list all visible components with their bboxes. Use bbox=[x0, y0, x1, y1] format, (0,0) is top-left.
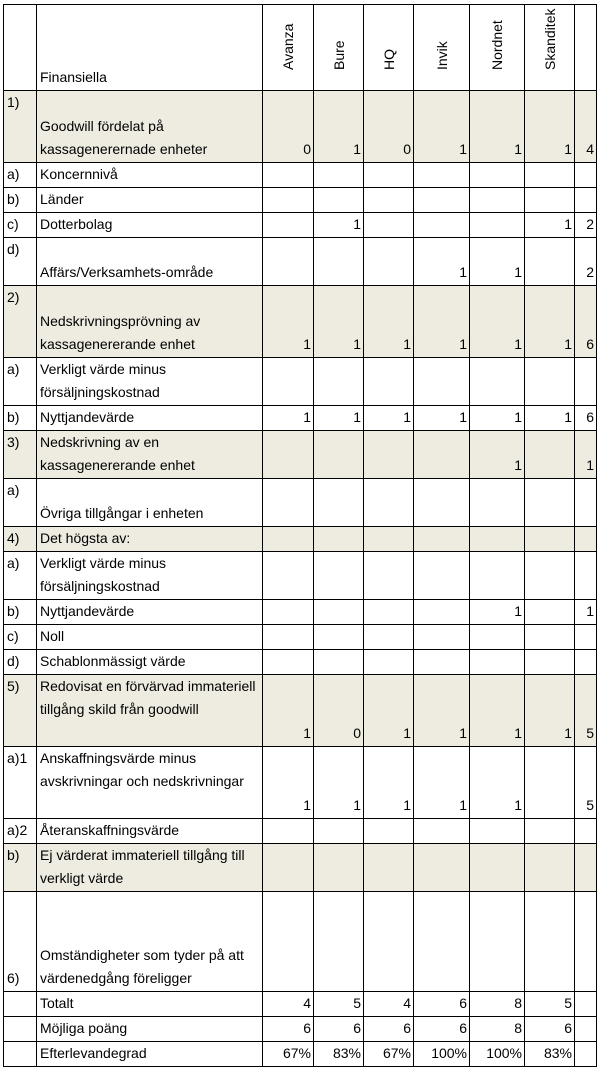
totals-value: 6 bbox=[314, 1017, 364, 1042]
row-sum bbox=[575, 188, 597, 213]
row-description: Ej värderat immateriell tillgång till verkligt värde bbox=[37, 844, 263, 892]
score-cell bbox=[364, 844, 414, 892]
score-cell bbox=[364, 625, 414, 650]
row-sum: 5 bbox=[575, 675, 597, 747]
row-description: Det högsta av: bbox=[37, 527, 263, 552]
score-cell: 1 bbox=[314, 91, 364, 163]
row-id: 4) bbox=[4, 527, 37, 552]
row-id: b) bbox=[4, 188, 37, 213]
score-cell bbox=[364, 892, 414, 992]
table-row bbox=[4, 552, 597, 600]
row-sum: 2 bbox=[575, 238, 597, 286]
score-cell bbox=[470, 650, 525, 675]
table-row bbox=[4, 479, 597, 527]
row-description: Dotterbolag bbox=[37, 213, 263, 238]
row-id: a) bbox=[4, 552, 37, 600]
score-cell bbox=[414, 819, 470, 844]
score-cell bbox=[314, 238, 364, 286]
score-cell bbox=[364, 552, 414, 600]
row-id: a) bbox=[4, 358, 37, 406]
row-sum bbox=[575, 552, 597, 600]
row-description: Återanskaffningsvärde bbox=[37, 819, 263, 844]
company-header: Skanditek bbox=[525, 5, 575, 91]
row-id: b) bbox=[4, 844, 37, 892]
score-cell: 1 bbox=[314, 406, 364, 431]
row-sum: 2 bbox=[575, 213, 597, 238]
totals-value: 5 bbox=[525, 992, 575, 1017]
totals-value: 6 bbox=[414, 1017, 470, 1042]
row-sum bbox=[575, 650, 597, 675]
row-sum bbox=[575, 527, 597, 552]
totals-row bbox=[4, 992, 597, 1017]
score-cell: 1 bbox=[525, 213, 575, 238]
score-cell bbox=[525, 479, 575, 527]
row-id: c) bbox=[4, 213, 37, 238]
row-description: Schablonmässigt värde bbox=[37, 650, 263, 675]
totals-value: 83% bbox=[314, 1042, 364, 1067]
score-cell bbox=[414, 600, 470, 625]
score-cell: 1 bbox=[263, 675, 314, 747]
table-row bbox=[4, 650, 597, 675]
score-cell: 1 bbox=[364, 406, 414, 431]
score-cell bbox=[470, 527, 525, 552]
row-sum bbox=[575, 844, 597, 892]
table-row bbox=[4, 213, 597, 238]
score-cell bbox=[263, 213, 314, 238]
row-id: c) bbox=[4, 625, 37, 650]
score-cell bbox=[470, 213, 525, 238]
sum-header bbox=[575, 5, 597, 91]
score-cell: 1 bbox=[470, 431, 525, 479]
company-header: Bure bbox=[314, 5, 364, 91]
totals-value: 4 bbox=[364, 992, 414, 1017]
score-cell bbox=[414, 650, 470, 675]
score-cell bbox=[314, 600, 364, 625]
score-cell: 1 bbox=[263, 286, 314, 358]
score-cell bbox=[414, 625, 470, 650]
score-cell bbox=[414, 213, 470, 238]
score-cell bbox=[263, 188, 314, 213]
score-cell bbox=[263, 238, 314, 286]
score-cell: 1 bbox=[414, 91, 470, 163]
row-id: d) bbox=[4, 238, 37, 286]
score-cell bbox=[314, 892, 364, 992]
score-cell: 1 bbox=[414, 675, 470, 747]
score-cell: 1 bbox=[470, 406, 525, 431]
score-cell bbox=[314, 527, 364, 552]
score-cell: 1 bbox=[364, 675, 414, 747]
row-sum bbox=[575, 358, 597, 406]
score-cell bbox=[263, 527, 314, 552]
company-header: Avanza bbox=[263, 5, 314, 91]
score-cell: 1 bbox=[470, 675, 525, 747]
row-sum: 6 bbox=[575, 406, 597, 431]
table-row bbox=[4, 892, 597, 992]
score-cell bbox=[525, 892, 575, 992]
row-id: 6) bbox=[4, 892, 37, 992]
row-description: Nyttjandevärde bbox=[37, 406, 263, 431]
table-row bbox=[4, 600, 597, 625]
score-cell: 1 bbox=[470, 747, 525, 819]
row-id: a)2 bbox=[4, 819, 37, 844]
score-cell bbox=[470, 552, 525, 600]
score-cell: 0 bbox=[314, 675, 364, 747]
score-cell bbox=[263, 819, 314, 844]
score-cell bbox=[314, 479, 364, 527]
totals-spacer bbox=[4, 1017, 37, 1042]
score-cell: 1 bbox=[470, 286, 525, 358]
score-cell: 1 bbox=[414, 406, 470, 431]
score-cell bbox=[414, 358, 470, 406]
score-cell: 1 bbox=[525, 91, 575, 163]
score-cell bbox=[364, 819, 414, 844]
score-cell bbox=[314, 431, 364, 479]
row-id: 2) bbox=[4, 286, 37, 358]
score-cell: 1 bbox=[470, 600, 525, 625]
row-id: b) bbox=[4, 406, 37, 431]
table-row bbox=[4, 527, 597, 552]
totals-value: 5 bbox=[314, 992, 364, 1017]
row-sum: 1 bbox=[575, 431, 597, 479]
table-row bbox=[4, 675, 597, 747]
table-row bbox=[4, 286, 597, 358]
totals-value: 83% bbox=[525, 1042, 575, 1067]
totals-value: 6 bbox=[364, 1017, 414, 1042]
row-description: Nyttjandevärde bbox=[37, 600, 263, 625]
table-row bbox=[4, 91, 597, 163]
score-cell: 1 bbox=[525, 675, 575, 747]
table-row bbox=[4, 188, 597, 213]
corner-cell bbox=[4, 5, 37, 91]
totals-spacer bbox=[4, 992, 37, 1017]
score-cell: 1 bbox=[414, 286, 470, 358]
score-cell bbox=[525, 625, 575, 650]
score-cell bbox=[263, 431, 314, 479]
score-cell bbox=[470, 819, 525, 844]
score-cell bbox=[364, 163, 414, 188]
row-id: 1) bbox=[4, 91, 37, 163]
score-cell bbox=[263, 650, 314, 675]
table-row bbox=[4, 358, 597, 406]
score-cell: 1 bbox=[470, 91, 525, 163]
score-cell bbox=[470, 625, 525, 650]
row-description: Övriga tillgångar i enheten bbox=[37, 479, 263, 527]
score-cell: 1 bbox=[414, 747, 470, 819]
totals-value: 6 bbox=[525, 1017, 575, 1042]
totals-row bbox=[4, 1042, 597, 1067]
score-cell: 0 bbox=[364, 91, 414, 163]
totals-label: Möjliga poäng bbox=[37, 1017, 263, 1042]
score-cell: 1 bbox=[364, 286, 414, 358]
score-cell bbox=[470, 479, 525, 527]
company-header: HQ bbox=[364, 5, 414, 91]
row-sum: 6 bbox=[575, 286, 597, 358]
row-description: Affärs/Verksamhets-område bbox=[37, 238, 263, 286]
table-row bbox=[4, 238, 597, 286]
table-row bbox=[4, 431, 597, 479]
score-cell bbox=[263, 625, 314, 650]
score-cell bbox=[414, 844, 470, 892]
score-cell bbox=[263, 163, 314, 188]
score-cell: 1 bbox=[314, 213, 364, 238]
score-cell bbox=[525, 527, 575, 552]
totals-value: 67% bbox=[263, 1042, 314, 1067]
score-cell bbox=[263, 358, 314, 406]
totals-label: Efterlevandegrad bbox=[37, 1042, 263, 1067]
score-cell: 1 bbox=[525, 286, 575, 358]
row-description: Nedskrivning av en kassagenererande enhet bbox=[37, 431, 263, 479]
score-cell bbox=[314, 650, 364, 675]
score-cell bbox=[364, 431, 414, 479]
row-description: Anskaffningsvärde minus avskrivningar och nedskrivningar bbox=[37, 747, 263, 819]
row-description: Länder bbox=[37, 188, 263, 213]
totals-value: 8 bbox=[470, 1017, 525, 1042]
totals-value: 67% bbox=[364, 1042, 414, 1067]
company-header: Nordnet bbox=[470, 5, 525, 91]
row-description: Verkligt värde minus försäljningskostnad bbox=[37, 358, 263, 406]
row-id: a)1 bbox=[4, 747, 37, 819]
score-cell bbox=[263, 552, 314, 600]
table-row bbox=[4, 747, 597, 819]
score-cell: 1 bbox=[414, 238, 470, 286]
totals-value: 100% bbox=[470, 1042, 525, 1067]
score-cell: 0 bbox=[263, 91, 314, 163]
score-cell bbox=[364, 213, 414, 238]
score-cell bbox=[414, 431, 470, 479]
row-description: Noll bbox=[37, 625, 263, 650]
score-cell: 1 bbox=[314, 747, 364, 819]
totals-value: 4 bbox=[263, 992, 314, 1017]
score-cell: 1 bbox=[263, 747, 314, 819]
table-row bbox=[4, 163, 597, 188]
score-cell bbox=[525, 188, 575, 213]
score-cell bbox=[364, 650, 414, 675]
row-id: d) bbox=[4, 650, 37, 675]
row-sum bbox=[575, 892, 597, 992]
score-cell bbox=[414, 188, 470, 213]
table-row bbox=[4, 625, 597, 650]
score-cell bbox=[364, 527, 414, 552]
score-cell bbox=[314, 844, 364, 892]
totals-row bbox=[4, 1017, 597, 1042]
header-row bbox=[4, 5, 597, 91]
score-cell bbox=[414, 552, 470, 600]
score-cell bbox=[364, 358, 414, 406]
score-cell bbox=[414, 527, 470, 552]
row-sum: 1 bbox=[575, 600, 597, 625]
score-cell bbox=[314, 188, 364, 213]
score-cell bbox=[263, 479, 314, 527]
row-sum bbox=[575, 819, 597, 844]
totals-sum-empty bbox=[575, 992, 597, 1017]
totals-label: Totalt bbox=[37, 992, 263, 1017]
score-cell: 1 bbox=[525, 406, 575, 431]
score-cell: 1 bbox=[470, 238, 525, 286]
column-title: Finansiella bbox=[37, 5, 263, 91]
score-cell bbox=[414, 479, 470, 527]
row-sum: 5 bbox=[575, 747, 597, 819]
row-description: Koncernnivå bbox=[37, 163, 263, 188]
row-description: Redovisat en förvärvad immateriell tillgång skild från goodwill bbox=[37, 675, 263, 747]
score-cell bbox=[525, 650, 575, 675]
score-cell bbox=[314, 552, 364, 600]
table-row bbox=[4, 406, 597, 431]
row-id: b) bbox=[4, 600, 37, 625]
score-cell bbox=[263, 844, 314, 892]
score-cell bbox=[525, 747, 575, 819]
score-cell bbox=[364, 479, 414, 527]
totals-sum-empty bbox=[575, 1042, 597, 1067]
row-description: Omständigheter som tyder på att värdenedgång föreligger bbox=[37, 892, 263, 992]
totals-value: 8 bbox=[470, 992, 525, 1017]
row-sum bbox=[575, 479, 597, 527]
score-cell bbox=[414, 163, 470, 188]
score-cell bbox=[470, 844, 525, 892]
score-cell bbox=[525, 163, 575, 188]
score-cell bbox=[364, 600, 414, 625]
score-cell bbox=[470, 163, 525, 188]
score-cell bbox=[470, 188, 525, 213]
row-sum: 4 bbox=[575, 91, 597, 163]
score-cell bbox=[525, 358, 575, 406]
score-cell bbox=[525, 238, 575, 286]
company-header: Invik bbox=[414, 5, 470, 91]
table-body bbox=[4, 5, 597, 1067]
score-cell bbox=[263, 892, 314, 992]
row-id: 5) bbox=[4, 675, 37, 747]
totals-spacer bbox=[4, 1042, 37, 1067]
score-cell bbox=[364, 238, 414, 286]
score-cell bbox=[314, 819, 364, 844]
totals-value: 6 bbox=[414, 992, 470, 1017]
score-cell: 1 bbox=[364, 747, 414, 819]
score-cell bbox=[414, 892, 470, 992]
score-cell bbox=[525, 819, 575, 844]
score-cell bbox=[364, 188, 414, 213]
row-sum bbox=[575, 625, 597, 650]
row-description: Goodwill fördelat på kassagenerernade enheter bbox=[37, 91, 263, 163]
score-cell: 1 bbox=[263, 406, 314, 431]
score-cell bbox=[525, 844, 575, 892]
totals-value: 100% bbox=[414, 1042, 470, 1067]
score-cell bbox=[525, 552, 575, 600]
score-cell bbox=[470, 358, 525, 406]
compliance-table bbox=[3, 4, 597, 1067]
score-cell bbox=[525, 431, 575, 479]
row-description: Nedskrivningsprövning av kassagenererande enhet bbox=[37, 286, 263, 358]
score-cell bbox=[314, 163, 364, 188]
score-cell bbox=[470, 892, 525, 992]
score-cell bbox=[525, 600, 575, 625]
score-cell bbox=[314, 625, 364, 650]
row-sum bbox=[575, 163, 597, 188]
row-id: a) bbox=[4, 479, 37, 527]
row-id: 3) bbox=[4, 431, 37, 479]
row-description: Verkligt värde minus försäljningskostnad bbox=[37, 552, 263, 600]
score-cell bbox=[314, 358, 364, 406]
row-id: a) bbox=[4, 163, 37, 188]
table-row bbox=[4, 844, 597, 892]
score-cell: 1 bbox=[314, 286, 364, 358]
totals-sum-empty bbox=[575, 1017, 597, 1042]
totals-value: 6 bbox=[263, 1017, 314, 1042]
table-row bbox=[4, 819, 597, 844]
score-cell bbox=[263, 600, 314, 625]
